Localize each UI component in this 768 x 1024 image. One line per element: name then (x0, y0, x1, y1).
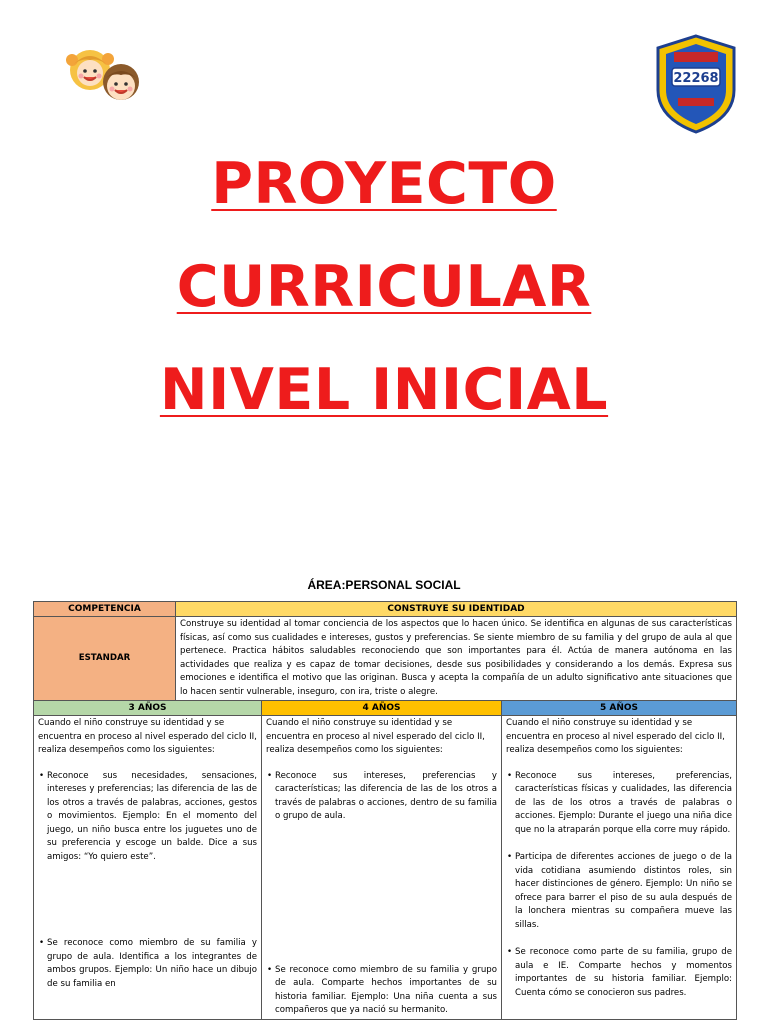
children-faces-icon (58, 42, 150, 106)
list-item: • Se reconoce como miembro de su familia y grupo de aula. Identifica a los integrantes de ambos grupos. Ejemplo: Un niño hace un dibujo de su familia en (38, 937, 257, 991)
list-item: • Reconoce sus intereses, preferencias y características; las diferencia de las de los otros a través de palabras o acciones, dentro de su familia o grupo de aula. (266, 770, 497, 824)
curriculum-table (33, 601, 737, 1020)
intro-text: Cuando el niño construye su identidad y se encuentra en proceso al nivel esperado del ciclo II, realiza desempeños como los siguientes: (266, 718, 485, 755)
desempenos-4-anos (262, 716, 502, 1020)
list-item: • Se reconoce como parte de su familia, grupo de aula e IE. Comparte hechos y momentos importantes de su historia familiar. Ejemplo: Cuenta cómo se conocieron sus padres. (506, 946, 732, 1000)
title-line-2: CURRICULAR (176, 254, 592, 320)
age-header-row (34, 701, 737, 716)
header-3-anos: 3 AÑOS (34, 701, 262, 716)
competencia-label: COMPETENCIA (34, 602, 176, 617)
list-item: • Reconoce sus necesidades, sensaciones, intereses y preferencias; las diferencia de las de los otros a través de palabras, acciones, gestos o movimientos. Ejemplo: En el momento del juego, un niño busca entre los juguetes uno de su preferencia y escoge un balde. Dice a sus amigos: “Yo quiero este”. (38, 770, 257, 865)
estandar-label: ESTANDAR (34, 617, 176, 701)
school-badge-icon (654, 34, 738, 134)
title-line-1: PROYECTO (211, 151, 557, 217)
list-item: • Se reconoce como miembro de su familia y grupo de aula. Comparte hechos importantes de su historia familiar. Ejemplo: Una niña cuenta a sus compañeros que ya nació su hermanito. (266, 964, 497, 1018)
header-4-anos: 4 AÑOS (262, 701, 502, 716)
title-line-3: NIVEL INICIAL (159, 357, 609, 423)
competencia-value: CONSTRUYE SU IDENTIDAD (176, 602, 737, 617)
desempenos-5-anos (502, 716, 737, 1020)
estandar-text: Construye su identidad al tomar conciencia de los aspectos que lo hacen único. Se identifica en algunas de sus características físicas, así como sus cualidades e intereses, gustos y preferencias. Se siente miembro de su familia y del grupo de aula al que pertenece. Practica hábitos saludables reconociendo que son importantes para él. Actúa de manera autónoma en las actividades que realiza y es capaz de tomar decisiones, desde sus posibilidades y considerando a los demás. Expresa sus emociones e identifica el motivo que las originan. Busca y acepta la compañía de un adulto significativo ante situaciones que lo hacen sentir vulnerable, inseguro, con ira, triste o alegre. (176, 617, 737, 701)
intro-text: Cuando el niño construye su identidad y se encuentra en proceso al nivel esperado del ciclo II, realiza desempeños como los siguientes: (506, 718, 725, 755)
list-item: • Reconoce sus intereses, preferencias, características físicas y cualidades, las diferencia de las de los otros a través de palabras o acciones. Ejemplo: Durante el juego una niña dice que no la atraparán porque ella corre muy rápido. (506, 770, 732, 838)
estandar-row (34, 617, 737, 701)
desempenos-3-anos (34, 716, 262, 1020)
list-item: • Participa de diferentes acciones de juego o de la vida cotidiana asumiendo distintos roles, sin hacer distinciones de género. Ejemplo: Un niño se ofrece para barrer el piso de su aula después de la lonchera mientras su compañera mueve las sillas. (506, 851, 732, 932)
intro-text: Cuando el niño construye su identidad y se encuentra en proceso al nivel esperado del ciclo II, realiza desempeños como los siguientes: (38, 718, 257, 755)
competencia-row (34, 602, 737, 617)
header-5-anos: 5 AÑOS (502, 701, 737, 716)
desempenos-row (34, 716, 737, 1020)
area-label: ÁREA:PERSONAL SOCIAL (307, 578, 461, 592)
badge-number: 22268 (673, 71, 719, 86)
